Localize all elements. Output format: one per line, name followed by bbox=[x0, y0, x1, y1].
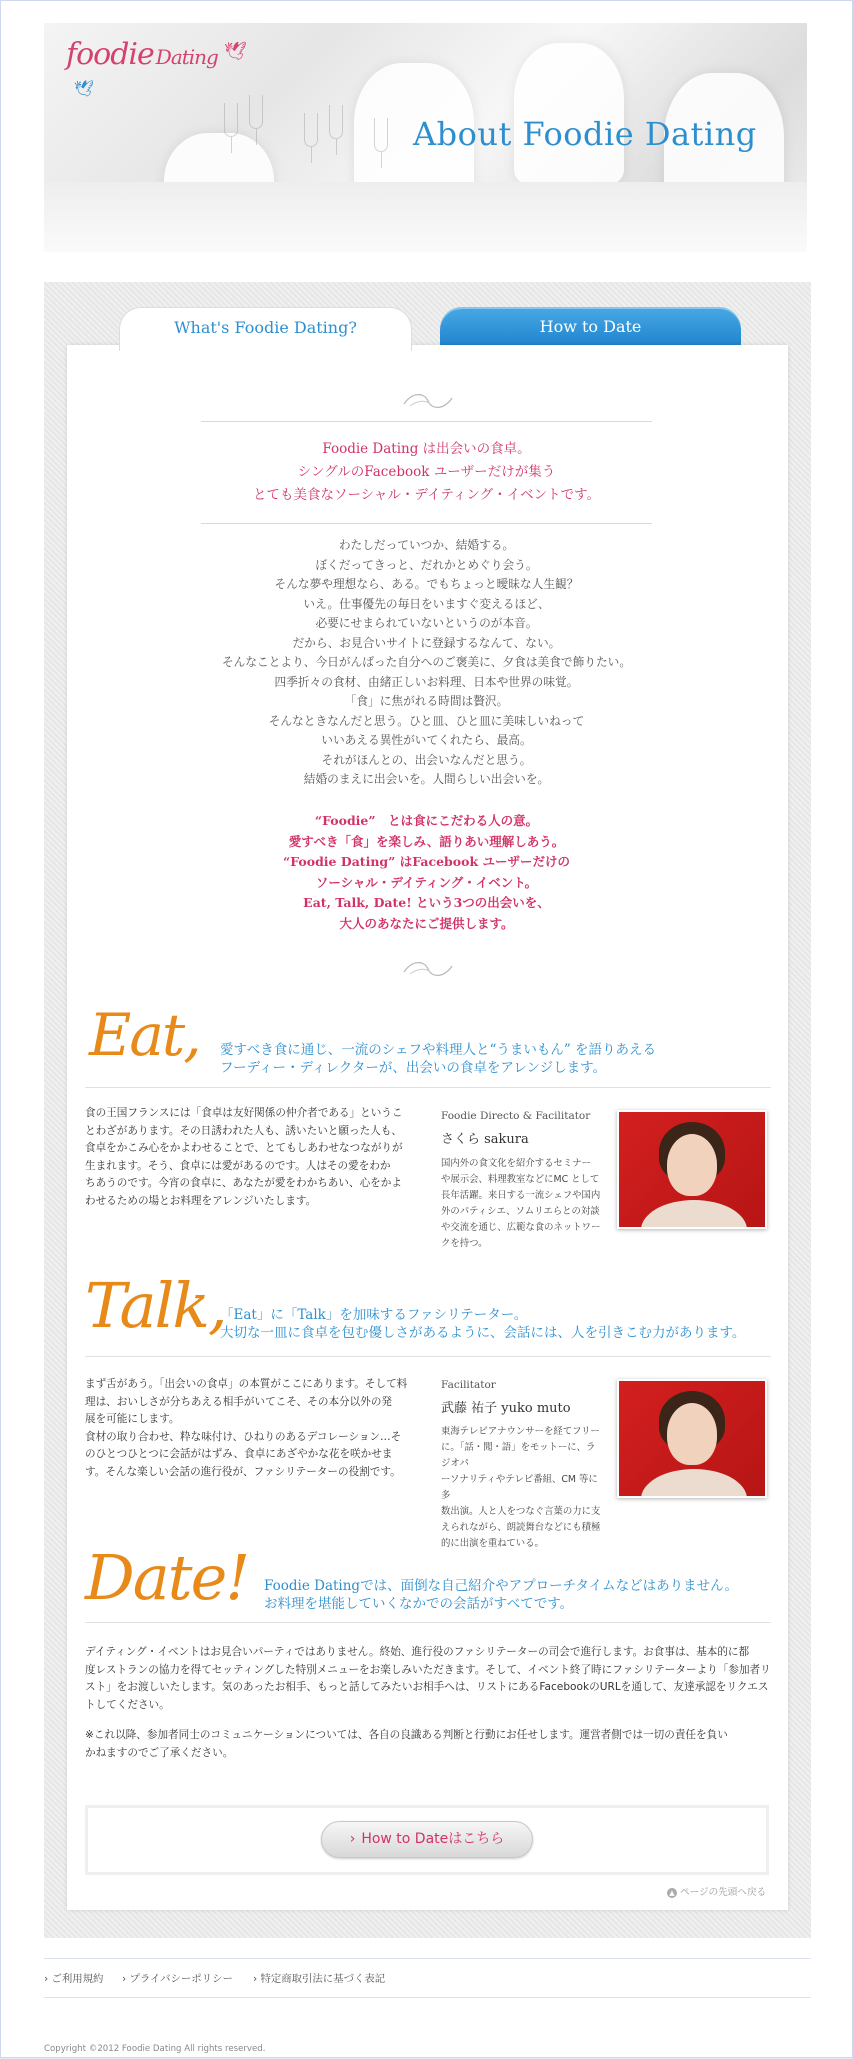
eat-text-line: わせるための場とお料理をアレンジいたします。 bbox=[85, 1194, 317, 1207]
intro-body-line: わたしだっていつか、結婚する。 bbox=[338, 538, 515, 552]
footer-link-label: プライバシーポリシー bbox=[129, 1973, 233, 1985]
talk-bio-line: 数出演。人と人をつなぐ言葉の力に支 bbox=[441, 1506, 601, 1517]
talk-bio-line: に。「話・聞・語」をモットーに、ラジオパ bbox=[441, 1442, 596, 1469]
date-text-line: デイティング・イベントはお見合いパーティではありません。終始、進行役のファシリテーターの司会で進行します。お食事は、基本的に都 bbox=[85, 1646, 750, 1658]
eat-lead-line: 愛すべき食に通じ、一流のシェフや料理人と“うまいもん” を語りあえる bbox=[220, 1042, 657, 1058]
intro-body-line: 結婚のまえに出会いを。人間らしい出会いを。 bbox=[303, 772, 550, 786]
chevron-right-icon: › bbox=[122, 1973, 130, 1985]
date-note-line: かねますのでご了承ください。 bbox=[85, 1746, 234, 1759]
talk-text-line: 展を可能にします。 bbox=[85, 1413, 180, 1425]
intro-closing-line: “Foodie” とは食にこだわる人の意。 bbox=[314, 813, 539, 828]
intro-body-line: ぼくだってきっと、だれかとめぐり会う。 bbox=[315, 557, 538, 572]
talk-text-line: まず舌があう。「出会いの食卓」の本質がここにあります。そして料 bbox=[85, 1378, 408, 1390]
intro-body-line: いえ。仕事優先の毎日をいますぐ変えるほど、 bbox=[303, 596, 550, 611]
page-title: About Foodie Dating bbox=[413, 115, 757, 153]
intro-lead-line: とても美食なソーシャル・デイティング・イベントです。 bbox=[252, 487, 601, 503]
eat-text-line: 食卓をかこみ心をかよわせることで、とてもしあわせなつながりが bbox=[85, 1142, 403, 1154]
talk-lead-line: 「Eat」に「Talk」を加味するファシリテーター。 bbox=[220, 1307, 528, 1323]
intro-body-line: それがほんとの、出会いなんだと思う。 bbox=[321, 752, 532, 767]
talk-bio-line: えられながら、朗読舞台などにも積極 bbox=[441, 1522, 601, 1533]
talk-heading: Talk, bbox=[85, 1269, 226, 1342]
chevron-right-icon: › bbox=[44, 1973, 52, 1985]
intro-closing-line: “Foodie Dating” はFacebook ユーザーだけの bbox=[283, 854, 570, 869]
eat-lead-line: フーディー・ディレクターが、出会いの食卓をアレンジします。 bbox=[220, 1060, 607, 1076]
intro-body-line: そんなときなんだと思う。ひと皿、ひと皿に美味しいねって bbox=[268, 713, 585, 728]
talk-text-line: のひとつひとつに会話がはずみ、食卓にあざやかな花を咲かせま bbox=[85, 1448, 393, 1460]
eat-text-line: とわざがあります。その日誘われた人も、誘いたいと願った人も、 bbox=[85, 1124, 402, 1137]
date-lead-line: お料理を堪能していくなかでの会話がすべてです。 bbox=[264, 1596, 574, 1612]
eat-bio-line: 外のパティシエ、ソムリエらとの対談 bbox=[441, 1206, 600, 1217]
eat-heading: Eat, bbox=[89, 1001, 200, 1069]
tab-whats-foodie-dating[interactable]: What's Foodie Dating? bbox=[119, 307, 412, 351]
hero-tablecloth bbox=[44, 182, 807, 252]
eat-bio-line: や展示会、料理教室などにMC として bbox=[441, 1174, 600, 1185]
talk-bio-line: ーソナリティやテレビ番組、CM 等に多 bbox=[441, 1474, 598, 1501]
date-text-line: 度レストランの協力を得てセッティングした特別メニューをお楽しみいただきます。そして、イベント終了時にファシリテーターより「参加者リ bbox=[85, 1663, 771, 1676]
talk-lead-line: 大切な一皿に食卓を包む優しさがあるように、会話には、人を引きこむ力があります。 bbox=[220, 1325, 746, 1341]
intro-lead-line: シングルのFacebook ユーザーだけが集う bbox=[297, 464, 556, 480]
back-to-top-label: ページの先頭へ戻る bbox=[680, 1887, 767, 1898]
how-to-date-button-label: How to Dateはこちら bbox=[361, 1831, 505, 1847]
intro-body-line: そんなことより、今日がんばった自分へのご褒美に、夕食は美食で飾りたい。 bbox=[221, 655, 632, 669]
date-text-line: トしてください。 bbox=[85, 1698, 170, 1711]
intro-closing-line: 大人のあなたにご提供します。 bbox=[339, 915, 514, 931]
glass-icon bbox=[374, 118, 388, 152]
eat-person-role: Foodie Directo & Facilitator bbox=[441, 1110, 591, 1122]
glass-icon bbox=[304, 113, 318, 147]
site-logo[interactable] bbox=[66, 37, 218, 72]
intro-body-line: だから、お見合いサイトに登録するなんて、ない。 bbox=[292, 635, 561, 650]
talk-text-line: す。そんな楽しい会話の進行役が、ファシリテーターの役割です。 bbox=[85, 1465, 401, 1478]
eat-text-line: ちあうのです。今宵の食卓に、あなたが愛をわかちあい、心をかよ bbox=[85, 1177, 402, 1189]
footer-divider bbox=[44, 1997, 811, 1998]
glass-icon bbox=[249, 95, 263, 129]
chevron-right-icon: › bbox=[349, 1831, 356, 1847]
chevron-right-icon: › bbox=[253, 1973, 261, 1985]
eat-person-name: さくら sakura bbox=[441, 1132, 529, 1147]
tab-how-to-date[interactable]: How to Date bbox=[440, 307, 741, 347]
back-to-top-link[interactable] bbox=[667, 1884, 766, 1898]
eat-bio-line: 長年活躍。来日する一流シェフや国内 bbox=[441, 1190, 601, 1201]
footer-divider bbox=[44, 1958, 811, 1959]
eat-text-line: 生まれます。そう、食卓には愛があるのです。人はその愛をわか bbox=[85, 1159, 391, 1172]
talk-text-line: 理は、おいしさが分ちあえる相手がいてこそ、その本分以外の発 bbox=[85, 1395, 393, 1408]
glass-icon bbox=[329, 105, 343, 139]
footer-link-commercial-law[interactable] bbox=[253, 1970, 385, 1985]
eat-bio-line: クを持つ。 bbox=[441, 1238, 488, 1249]
talk-bio-line: 的に出演を重ねている。 bbox=[441, 1538, 544, 1549]
talk-person-name: 武藤 祐子 yuko muto bbox=[441, 1401, 571, 1416]
talk-text-line: 食材の取り合わせ、粋な味付け、ひねりのあるデコレーション…そ bbox=[85, 1430, 402, 1443]
talk-bio-line: 東海テレビアナウンサーを経てフリー bbox=[441, 1426, 600, 1437]
intro-lead-line: Foodie Dating は出会いの食卓。 bbox=[322, 441, 531, 457]
date-text-line: スト」をお渡しいたします。気のあったお相手、もっと話してみたいお相手へは、リストにあるFacebookのURLを通して、友達承認をリクエス bbox=[85, 1681, 769, 1693]
logo-sub-text: Dating bbox=[155, 45, 218, 69]
footer-link-privacy[interactable] bbox=[122, 1970, 233, 1985]
copyright: Copyright ©2012 Foodie Dating All rights reserved. bbox=[44, 2044, 266, 2054]
eat-text-line: 食の王国フランスには「食卓は友好関係の仲介者である」というこ bbox=[85, 1107, 403, 1119]
how-to-date-button[interactable] bbox=[321, 1821, 533, 1858]
date-note-line: ※これ以降、参加者同士のコミュニケーションについては、各自の良識ある判断と行動にお任せします。運営者側では一切の責任を負い bbox=[85, 1729, 728, 1741]
eat-bio-line: 国内外の食文化を紹介するセミナー bbox=[441, 1158, 592, 1169]
bird-icon: 🕊 bbox=[224, 41, 247, 62]
intro-body-line: 四季折々の食材、由緒正しいお料理、日本や世界の味覚。 bbox=[274, 674, 579, 689]
hero-chair bbox=[514, 43, 624, 183]
date-lead-line: Foodie Datingでは、面倒な自己紹介やアプローチタイムなどはありません。 bbox=[264, 1578, 738, 1594]
footer-link-terms[interactable] bbox=[44, 1970, 103, 1985]
date-heading: Date! bbox=[85, 1541, 249, 1614]
logo-main-text: foodie bbox=[66, 37, 154, 72]
eat-bio-line: や交流を通じ、広範な食のネットワー bbox=[441, 1222, 601, 1233]
footer-link-label: ご利用規約 bbox=[51, 1973, 104, 1985]
arrow-up-circle-icon: ▲ bbox=[667, 1888, 677, 1898]
hero-banner bbox=[44, 23, 807, 252]
bird-icon: 🕊 bbox=[74, 79, 95, 98]
intro-body-line: いいあえる異性がいてくれたら、最高。 bbox=[321, 733, 532, 747]
content-panel bbox=[67, 345, 788, 1910]
intro-closing-line: 愛すべき「食」を楽しみ、語りあい理解しあう。 bbox=[288, 833, 565, 849]
intro-body-line: そんな夢や理想なら、ある。でもちょっと曖昧な人生観？ bbox=[274, 577, 579, 591]
intro-body-line: 「食」に焦がれる時間は贅沢。 bbox=[344, 694, 509, 708]
intro-closing-line: ソーシャル・デイティング・イベント。 bbox=[315, 874, 538, 890]
intro-body-line: 必要にせまられていないというのが本音。 bbox=[315, 616, 538, 630]
glass-icon bbox=[224, 103, 238, 137]
intro-closing-line: Eat, Talk, Date! という3つの出会いを、 bbox=[303, 895, 550, 910]
footer-link-label: 特定商取引法に基づく表記 bbox=[260, 1973, 386, 1985]
talk-person-role: Facilitator bbox=[441, 1379, 496, 1391]
